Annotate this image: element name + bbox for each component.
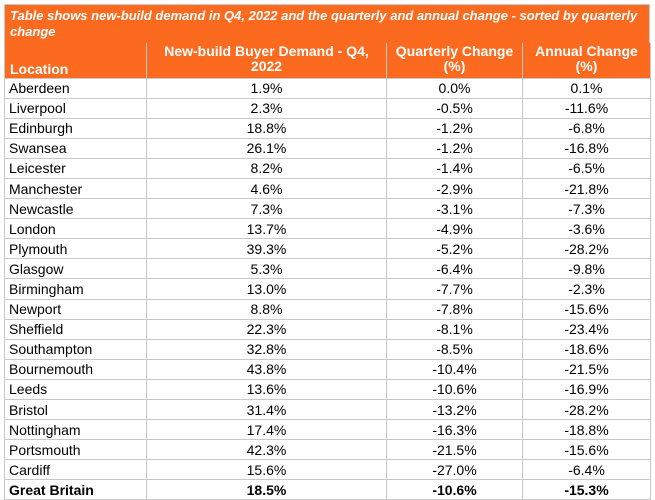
cell-quarterly: -10.4% [387,359,523,379]
table-row [5,359,651,379]
cell-quarterly: -13.2% [387,400,523,420]
cell-annual: -9.8% [523,259,651,279]
cell-location: Bristol [5,400,147,420]
cell-location: London [5,219,147,239]
cell-demand: 13.6% [147,379,387,399]
cell-quarterly: -8.5% [387,339,523,359]
cell-demand: 13.7% [147,219,387,239]
cell-location: Bournemouth [5,359,147,379]
cell-quarterly: -21.5% [387,440,523,460]
cell-location: Birmingham [5,279,147,299]
cell-demand: 1.9% [147,78,387,98]
header-demand [147,43,387,78]
header-quarterly-line2: (%) [443,58,466,74]
cell-annual: -23.4% [523,319,651,339]
cell-annual: -16.9% [523,379,651,399]
cell-demand: 42.3% [147,440,387,460]
table-row [5,319,651,339]
cell-demand: 5.3% [147,259,387,279]
cell-location: Southampton [5,339,147,359]
cell-quarterly: -3.1% [387,199,523,219]
cell-quarterly: -1.2% [387,138,523,158]
cell-quarterly: -1.4% [387,158,523,178]
table-row [5,379,651,399]
cell-demand: 18.8% [147,118,387,138]
header-demand-line1: New-build Buyer Demand - Q4, [164,43,369,59]
table-row [5,138,651,158]
table-container [4,4,650,500]
cell-quarterly: 0.0% [387,78,523,98]
cell-annual: -6.4% [523,460,651,480]
cell-location: Newcastle [5,199,147,219]
cell-quarterly: -8.1% [387,319,523,339]
cell-annual: -6.8% [523,118,651,138]
total-demand: 18.5% [147,480,387,500]
total-quarterly: -10.6% [387,480,523,500]
cell-quarterly: -7.8% [387,299,523,319]
cell-location: Glasgow [5,259,147,279]
cell-demand: 31.4% [147,400,387,420]
cell-annual: -18.8% [523,420,651,440]
cell-demand: 32.8% [147,339,387,359]
table-row [5,460,651,480]
cell-location: Newport [5,299,147,319]
header-annual-line2: (%) [575,58,598,74]
cell-quarterly: -27.0% [387,460,523,480]
cell-quarterly: -4.9% [387,219,523,239]
cell-quarterly: -2.9% [387,178,523,198]
cell-annual: -11.6% [523,98,651,118]
header-demand-line2: 2022 [250,58,283,74]
table-row [5,199,651,219]
cell-location: Plymouth [5,239,147,259]
header-annual-line1: Annual Change [535,43,638,59]
cell-location: Edinburgh [5,118,147,138]
cell-location: Sheffield [5,319,147,339]
cell-annual: -2.3% [523,279,651,299]
header-quarterly-line1: Quarterly Change [395,43,514,59]
cell-annual: -21.5% [523,359,651,379]
cell-annual: -28.2% [523,239,651,259]
header-location: Location [5,43,147,78]
table-row [5,158,651,178]
cell-demand: 26.1% [147,138,387,158]
cell-location: Leeds [5,379,147,399]
cell-demand: 17.4% [147,420,387,440]
cell-demand: 39.3% [147,239,387,259]
cell-demand: 2.3% [147,98,387,118]
table-row [5,78,651,98]
table-caption: Table shows new-build demand in Q4, 2022 and the quarterly and annual change - sorted by quarterly change [4,4,650,43]
cell-annual: -16.8% [523,138,651,158]
cell-annual: -15.6% [523,440,651,460]
cell-quarterly: -7.7% [387,279,523,299]
demand-table [4,43,651,500]
cell-quarterly: -1.2% [387,118,523,138]
header-quarterly-change [387,43,523,78]
cell-demand: 13.0% [147,279,387,299]
cell-annual: -15.6% [523,299,651,319]
table-row [5,219,651,239]
cell-location: Aberdeen [5,78,147,98]
cell-quarterly: -5.2% [387,239,523,259]
table-row [5,339,651,359]
cell-location: Portsmouth [5,440,147,460]
cell-annual: -18.6% [523,339,651,359]
cell-demand: 8.8% [147,299,387,319]
table-row [5,178,651,198]
cell-annual: -21.8% [523,178,651,198]
cell-location: Nottingham [5,420,147,440]
table-row [5,259,651,279]
total-location: Great Britain [5,480,147,500]
cell-demand: 7.3% [147,199,387,219]
total-row [5,480,651,500]
table-row [5,400,651,420]
table-row [5,118,651,138]
cell-annual: 0.1% [523,78,651,98]
header-annual-change [523,43,651,78]
cell-annual: -28.2% [523,400,651,420]
cell-annual: -7.3% [523,199,651,219]
table-row [5,98,651,118]
table-row [5,239,651,259]
table-row [5,279,651,299]
cell-demand: 8.2% [147,158,387,178]
header-row [5,43,651,78]
cell-quarterly: -6.4% [387,259,523,279]
table-row [5,440,651,460]
cell-annual: -6.5% [523,158,651,178]
cell-annual: -3.6% [523,219,651,239]
cell-demand: 15.6% [147,460,387,480]
cell-demand: 22.3% [147,319,387,339]
cell-quarterly: -10.6% [387,379,523,399]
cell-location: Swansea [5,138,147,158]
table-row [5,420,651,440]
cell-demand: 4.6% [147,178,387,198]
cell-location: Manchester [5,178,147,198]
table-row [5,299,651,319]
cell-quarterly: -0.5% [387,98,523,118]
cell-location: Liverpool [5,98,147,118]
cell-location: Leicester [5,158,147,178]
table-body [5,78,651,500]
total-annual: -15.3% [523,480,651,500]
cell-location: Cardiff [5,460,147,480]
cell-quarterly: -16.3% [387,420,523,440]
cell-demand: 43.8% [147,359,387,379]
